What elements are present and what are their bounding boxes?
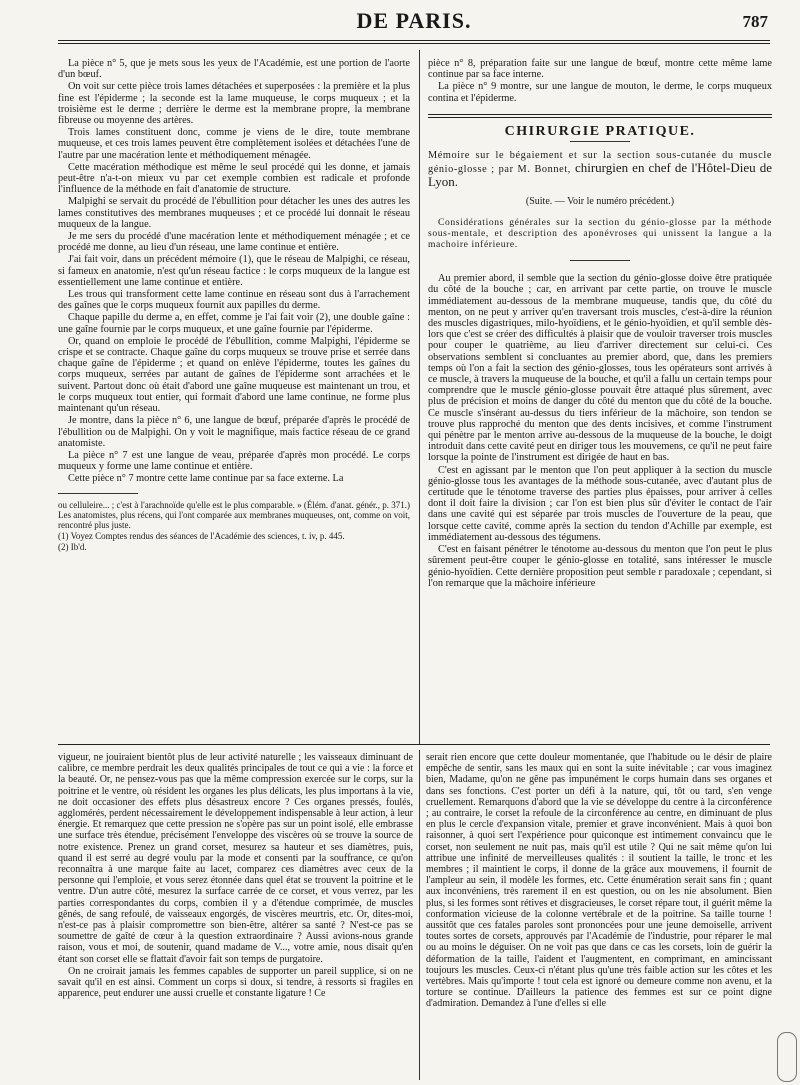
paragraph: pièce n° 8, préparation faite sur une langue de bœuf, montre cette même lame continue par sa face interne. bbox=[428, 58, 772, 81]
memoir-author: chirurgien en chef de l'Hôtel-Dieu de Lyon. bbox=[428, 160, 772, 190]
paragraph: serait rien encore que cette douleur momentanée, que l'habitude ou le désir de plaire empêche de sentir, sans les maux qui en sont la suite inévitable ; car vous imaginez bien, Madame, qu'on ne gêne pas impunément le corps humain dans ses organes et dans ses fonctions. C'est porter un défi à la nature, qui, tôt ou tard, s'en venge cruellement. Remarquons d'abord que la vie se développe du centre à la circonférence ; au contraire, le corset la refoule de la circonférence au centre, en diminuant de plus en plus le cercle d'expansion vitale, premier et grave inconvénient. Mais à quoi bon raisonner, à quoi sert l'expérience pour quiconque est intimement convaincu que le corset, non seulement ne nuit pas, mais qu'il est utile ? Qui ne sait même qu'on lui attribue une infinité de merveilleuses qualités : il soutient la taille, le tronc et les membres ; il maintient le corps, il donne de la grâce aux mouvemens, il fournit de l'ampleur au sein, il modèle les formes, etc. Cette énumération serait sans fin ; quant aux inconvéniens, très rarement il en est question, ou on les nie absolument. Bien plus, si les formes sont rétives et disgracieuses, le corset répare tout, il guérit même la conformation vicieuse de la colonne vertébrale et de la poitrine. Sa taille tourne ! aussitôt que ces fatales paroles sont prononcées pour une jeune demoiselle, arrivent toutes sortes de corsets, approuvés par l'Académie de l'industrie, pour réparer le mal ou au moins le déguiser. On ne voit pas que dans ce cas les corsets, loin de guérir la déformation de la taille, l'aident et l'augmentent, en comprimant, en amincissant toujours les muscles. Ceux-ci n'étant plus qu'une très faible action sur les côtes et les vertèbres. Mais qu'importe ! tout cela est ignoré ou demeure comme non avenu, et la torture se continue. D'ailleurs la patience des femmes est sur ce point digne d'admiration. Demandez à l'une d'elles si elle bbox=[426, 752, 772, 1010]
feuilleton-left bbox=[58, 752, 413, 1000]
header-rule-thin bbox=[58, 43, 770, 44]
feuilleton-divider bbox=[419, 750, 420, 1080]
paragraph: La pièce n° 9 montre, sur une langue de mouton, le derme, le corps muqueux contina et l'épiderme. bbox=[428, 81, 772, 104]
short-rule bbox=[570, 141, 630, 142]
section-title: CHIRURGIE PRATIQUE. bbox=[504, 123, 696, 139]
footnote: ou celluleire... ; c'est à l'arachnoïde qu'elle est le plus comparable. » (Élém. d'anat. génér., p. 371.) Les anatomistes, plus récens, qui l'ont comparée aux membranes muqueuses, ont, comme on voit, rencontré plus juste. bbox=[58, 499, 410, 530]
paragraph: Je me sers du procédé d'une macération lente et méthodiquement ménagée ; et ce procédé me donne, au lieu d'un réseau, une lame continue et entière. bbox=[58, 231, 410, 254]
paragraph: Or, quand on emploie le procédé de l'ébullition, comme Malpighi, l'épiderme se crispe et se contracte. Chaque gaîne du corps muqueux se trouve prise et serrée dans chaque gaîne de l'épiderme ; et quand on enlève l'épiderme, toutes les gaînes du corps muqueux, serrées par autant de gaînes de l'épiderme sont arrachées et le suivent. Partout donc où était d'abord une gaîne muqueuse est maintenant un trou, et le corps muqueux tout entier, qui formait d'abord une lame continue, ne forme plus maintenant qu'un réseau. bbox=[58, 335, 410, 415]
footnotes bbox=[58, 500, 410, 552]
footnote: (1) Voyez Comptes rendus des séances de l'Académie des sciences, t. iv, p. 445. bbox=[58, 530, 345, 541]
subheading: Considérations générales sur la section du génio-glosse par la méthode sous-mentale, et description des aponévroses qui unissent la langue a la machoire inférieure. bbox=[428, 217, 772, 251]
running-title: DE PARIS. bbox=[356, 8, 472, 33]
paragraph: La pièce n° 7 est une langue de veau, préparée d'après mon procédé. Le corps muqueux y forme une lame continue et entière. bbox=[58, 449, 410, 473]
paragraph: Je montre, dans la pièce n° 6, une langue de bœuf, préparée d'après le procédé de l'ébullition ou de Malpighi. On y voit le magnifique, mais factice réseau de ce grand anatomiste. bbox=[58, 415, 410, 449]
paragraph: Cette pièce n° 7 montre cette lame continue par sa face externe. La bbox=[68, 473, 344, 485]
paragraph: Malpighi se servait du procédé de l'ébullition pour détacher les unes des autres les lames constitutives des membranes muqueuses ; et ce procédé lui donnait le réseau muqueux de la langue. bbox=[58, 196, 410, 230]
paragraph: On ne croirait jamais les femmes capables de supporter un pareil supplice, si on ne savait qu'il en est ainsi. Comment un corps si doux, si tendre, à ressorts si fragiles en apparence, peut endurer une aussi cruelle et constante ligature ! Ce bbox=[58, 965, 413, 1000]
header-rule bbox=[58, 40, 770, 41]
short-rule bbox=[570, 260, 630, 261]
memoir-lead: Mémoire sur le bégaiement et sur la section sous-cutanée du muscle génio-glosse ; par M. Bonnet, bbox=[428, 150, 772, 176]
paragraph: Trois lames constituent donc, comme je viens de le dire, toute membrane muqueuse, et ces trois lames peuvent être complètement isolées et détachées l'une de l'autre par une macération lente et méthodiquement ménagée. bbox=[58, 127, 410, 161]
section-rule-thin bbox=[428, 117, 772, 118]
memoir-heading bbox=[428, 150, 772, 190]
footnote-rule bbox=[58, 493, 138, 494]
footnote: (2) Ib'd. bbox=[58, 541, 87, 552]
paragraph: Chaque papille du derme a, en effet, comme je l'ai fait voir (2), une double gaîne : une gaîne fournie par le corps muqueux, et une gaîne fournie par l'épiderme. bbox=[58, 312, 410, 335]
paragraph: Les trous qui transforment cette lame continue en réseau sont dus à l'arrachement des gaînes que le corps muqueux fournit aux papilles du derme. bbox=[58, 289, 410, 312]
paragraph: J'ai fait voir, dans un précédent mémoire (1), que le réseau de Malpighi, ce réseau, si fameux en anatomie, n'est qu'un réseau factice : le corps muqueux de la langue est essentiellement une lame continue et entière. bbox=[58, 254, 410, 288]
feuilleton-rule bbox=[58, 744, 770, 745]
continuation-note: (Suite. — Voir le numéro précédent.) bbox=[525, 196, 675, 208]
library-stamp bbox=[777, 1032, 797, 1082]
paragraph: C'est en faisant pénétrer le ténotome au-dessous du menton que l'on peut le plus sûrement peut-être couper le génio-glosse en totalité, sans intéresser le muscle génio-hyoïdien. Cette dernière proposition peut semble r paradoxale ; cependant, si l'on remarque que la mâchoire inférieure bbox=[428, 544, 772, 589]
section-rule bbox=[428, 114, 772, 115]
paragraph: Cette macération méthodique est même le seul procédé qui les donne, et jamais peut-être n'a-t-on mieux vu par cet exemple combien est radicale et profonde l'influence de la méthode en fait d'anatomie de structure. bbox=[58, 161, 410, 196]
paragraph: On voit sur cette pièce trois lames détachées et superposées : la première et la plus fine est l'épiderme ; la seconde est la lame muqueuse, le corps muqueux ; et la troisième est le derme ; derrière le derme est la membrane propre, la membrane fibreuse ou moyenne des artères. bbox=[58, 81, 410, 127]
page-number: 787 bbox=[742, 12, 768, 31]
paragraph: Au premier abord, il semble que la section du génio-glosse doive être pratiquée du côté de la bouche ; car, en arrivant par cette partie, on trouve le muscle immédiatement au-dessous de la membrane muqueuse, tandis que, du côté du menton, on ne peut y arriver qu'en traversant trois muscles, c'est-à-dire la réunion des muscles digastriques, milo-hyoïdiens, et le génio-hyoïdien, et qu'il semble dès-lors que c'est se créer des difficultés à plaisir que de vouloir traverser trois muscles pour couper le quatrième, au lieu d'arriver directement sur celui-ci. Ces observations semblent si concluantes au premier abord, que, dans les premiers temps où l'on a fait la section des génio-glosses, tous les opérateurs sont arrivés à ce muscle, à travers la muqueuse de la bouche, et qu'il a fallu un certain temps pour comprendre que le muscle génio-glosse pouvait être attaqué plus sûrement, avec plus de précision et moins de danger du côté du menton que du côté de la bouche. Ce muscle s'insérant au-dessus du tiers inférieur de la mâchoire, son tendon se trouve plus rapproché du menton que des dents incisives, et comme l'instrument qui pénètre par le menton arrive au-dessous de la muqueuse de la bouche, le doigt introduit dans cette cavité peut en diriger tous les mouvemens, ce qu'il ne peut faire lorsque la pointe de l'instrument est dirigée de haut en bas. bbox=[428, 273, 772, 464]
column-divider bbox=[419, 50, 420, 744]
right-column bbox=[428, 58, 772, 590]
paragraph: C'est en agissant par le menton que l'on peut appliquer à la section du muscle génio-glosse tous les avantages de la méthode sous-cutanée, avec d'autant plus de certitude que le ténotome traverse des parties plus épaisses, pour arriver à celles dont il doit faire la division ; car l'on est bien plus sûr d'éviter le contact de l'air dans une cavité qui est séparée par trois muscles de l'ouverture de la peau, que lorsque cette cavité, comme après la section du tendon d'Achille par exemple, est immédiatement au-dessous des tégumens. bbox=[428, 464, 772, 543]
paragraph: vigueur, ne jouiraient bientôt plus de leur activité naturelle ; les vaisseaux diminuant de calibre, ce membre perdrait les deux qualités principales de tout ce qui a vie : la force et la beauté. Or, ne pensez-vous pas que la même compression exercée sur le corps, sur la poitrine et le ventre, où résident les organes les plus délicats, les plus importans à la vie, ne doit occasioner des effets plus désastreux encore ? Ces organes pressés, foulés, agglomérés, perdent nécessairement le développement indispensable à leur action, à leur énergie. Et remarquez que cette pression ne s'opère pas sur un point isolé, elle embrasse une surface très étendue, précisément l'enveloppe des viscères où se trouve la source de notre existence. Prenez un grand corset, mesurez sa hauteur et ses diamètres, puis, quand il est serré au degré voulu par la mode et consenti par la souffrance, ce qu'on reconnaîtra à une marque faite au lacet, comparez ces diamètres avec ceux de la personne qui l'emploie, et vous serez étonnée dans quel état se trouvent la poitrine et le ventre. D'un autre côté, mesurez la surface carrée de ce corset, et vous verrez, par les parties correspondantes du corps, combien il y a d'étendue comprimée, de muscles gênés, de sang refoulé, de vaisseaux engorgés, de viscères meurtris, etc. Or, dites-moi, n'est-ce pas à plaisir compromettre son bien-être, altérer sa santé ? N'est-ce pas se soumettre de gaîté de cœur à la question extraordinaire ? Aussi avions-nous grande raison, vous et moi, de soutenir, quand madame de V..., votre amie, nous disait qu'en étant son corset elle se flattait d'avoir fait son temps de purgatoire. bbox=[58, 752, 413, 965]
left-column bbox=[58, 58, 410, 553]
feuilleton-right bbox=[426, 752, 772, 1011]
page-header bbox=[58, 8, 770, 44]
paragraph: La pièce n° 5, que je mets sous les yeux de l'Académie, est une portion de l'aorte d'un bœuf. bbox=[58, 58, 410, 81]
